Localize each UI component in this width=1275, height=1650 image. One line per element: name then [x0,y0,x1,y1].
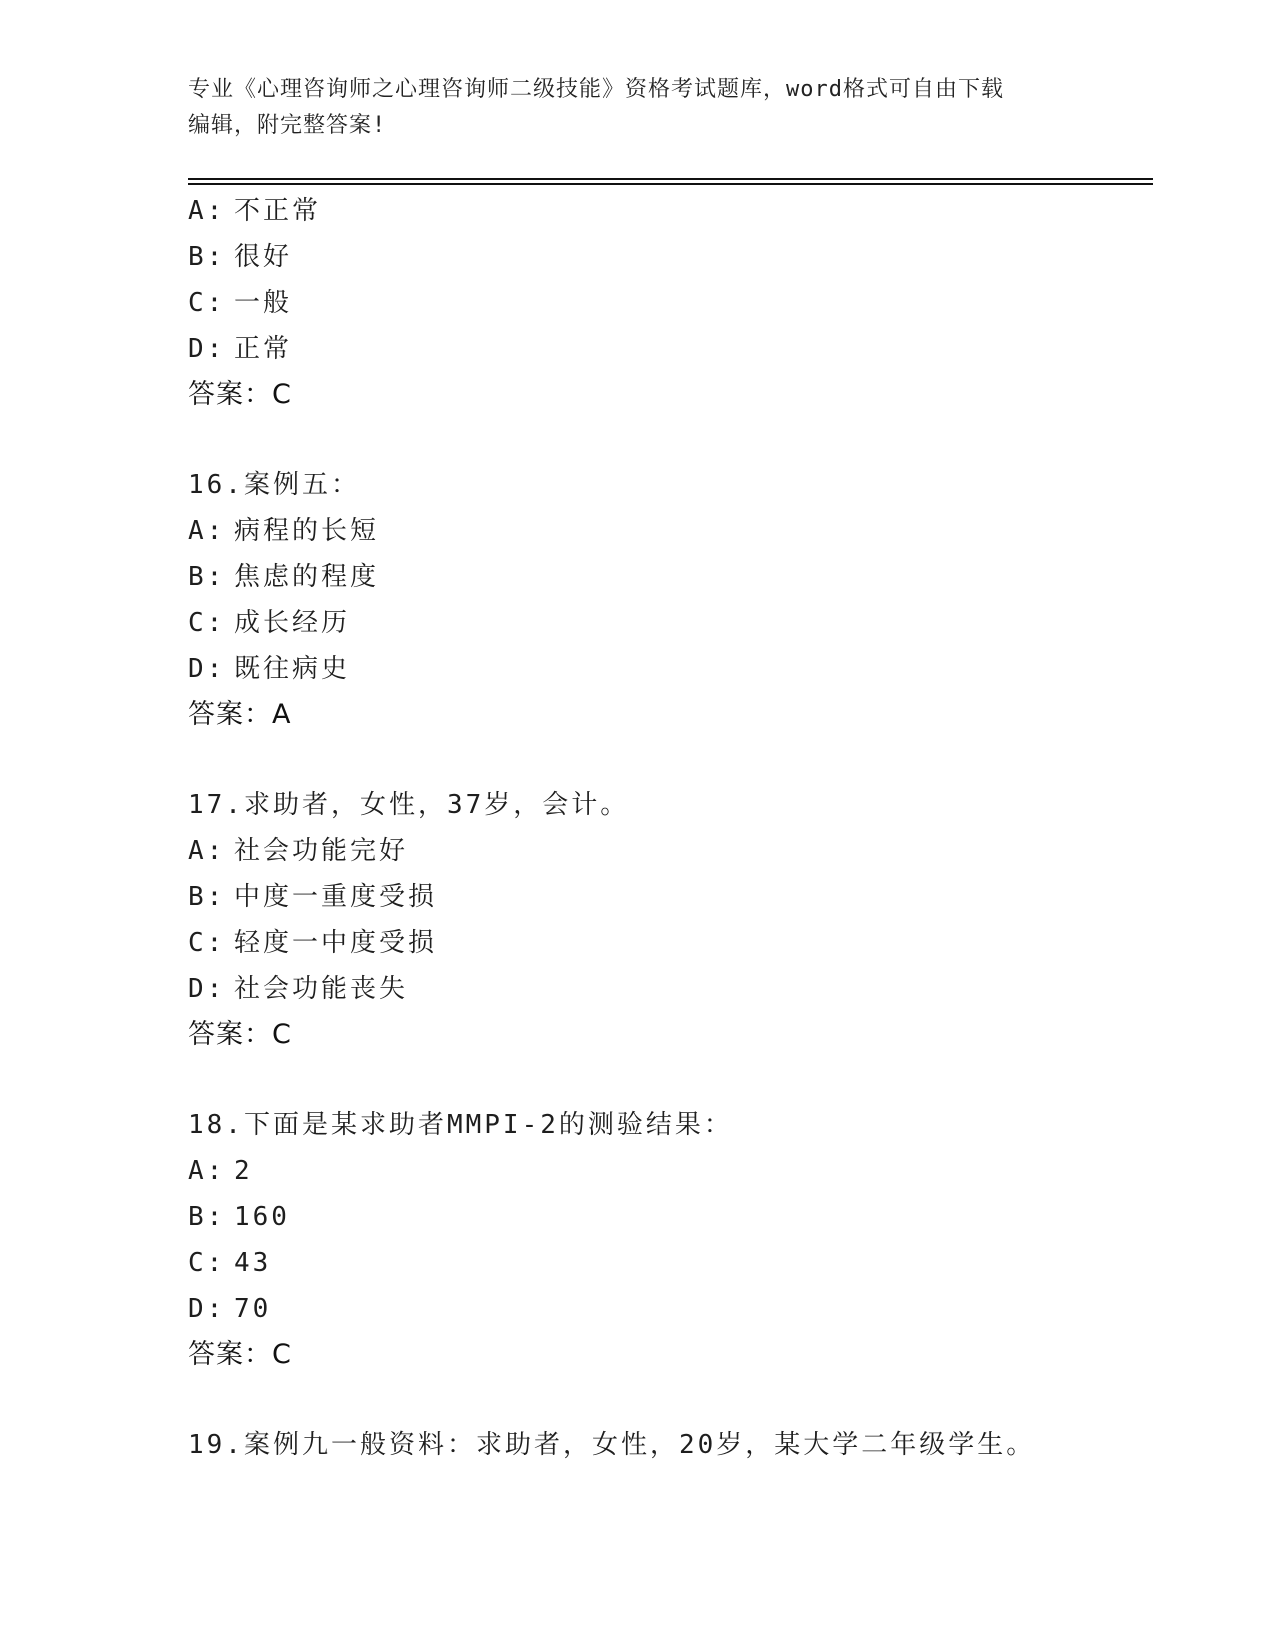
option-d [188,326,1153,372]
option-letter: C: [188,608,226,638]
option-b [188,234,1153,280]
option-c [188,280,1153,326]
option-d [188,1286,1153,1332]
option-letter: D: [188,1294,226,1324]
option-text: 43 [234,1248,272,1278]
answer-line: 答案：C [188,1339,292,1370]
option-d [188,966,1153,1012]
option-text: 社会功能丧失 [234,974,409,1004]
question-17 [188,782,1153,1058]
option-b [188,1194,1153,1240]
option-letter: D: [188,334,226,364]
option-text: 不正常 [234,196,322,226]
option-letter: A: [188,1156,226,1186]
option-a [188,828,1153,874]
option-text: 160 [234,1202,290,1232]
option-text: 病程的长短 [234,516,380,546]
option-text: 成长经历 [234,608,351,638]
question-title: 19.案例九一般资料：求助者，女性，20岁，某大学二年级学生。 [188,1430,1036,1460]
option-letter: C: [188,288,226,318]
header-divider-bottom [188,183,1153,185]
spacer [188,1058,1153,1102]
option-text: 轻度一中度受损 [234,928,438,958]
option-c [188,920,1153,966]
option-d [188,646,1153,692]
question-title: 17.求助者，女性，37岁，会计。 [188,790,630,820]
option-letter: B: [188,242,226,272]
option-letter: A: [188,196,226,226]
option-text: 很好 [234,242,293,272]
option-a [188,188,1153,234]
question-19 [188,1422,1153,1468]
option-letter: B: [188,882,226,912]
option-c [188,600,1153,646]
option-text: 既往病史 [234,654,351,684]
option-text: 社会功能完好 [234,836,409,866]
option-letter: C: [188,1248,226,1278]
option-letter: C: [188,928,226,958]
question-title: 18.下面是某求助者MMPI-2的测验结果： [188,1110,733,1140]
question-15 [188,188,1153,418]
option-text: 2 [234,1156,253,1186]
option-letter: B: [188,1202,226,1232]
option-letter: D: [188,974,226,1004]
option-letter: A: [188,516,226,546]
option-a [188,508,1153,554]
option-text: 中度一重度受损 [234,882,438,912]
document-header [188,72,1088,144]
spacer [188,1378,1153,1422]
option-b [188,554,1153,600]
option-text: 正常 [234,334,293,364]
header-divider-top [188,178,1153,180]
spacer [188,418,1153,462]
spacer [188,738,1153,782]
question-list [188,188,1153,1468]
question-18 [188,1102,1153,1378]
answer-line: 答案：A [188,699,292,730]
option-letter: B: [188,562,226,592]
option-text: 70 [234,1294,272,1324]
answer-line: 答案：C [188,379,292,410]
header-line-2: 编辑，附完整答案! [188,113,387,138]
header-line-1: 专业《心理咨询师之心理咨询师二级技能》资格考试题库，word格式可自由下载 [188,77,1004,102]
option-text: 焦虑的程度 [234,562,380,592]
answer-line: 答案：C [188,1019,292,1050]
option-a [188,1148,1153,1194]
option-letter: A: [188,836,226,866]
option-b [188,874,1153,920]
option-letter: D: [188,654,226,684]
option-c [188,1240,1153,1286]
option-text: 一般 [234,288,293,318]
question-16 [188,462,1153,738]
question-title: 16.案例五： [188,470,360,500]
